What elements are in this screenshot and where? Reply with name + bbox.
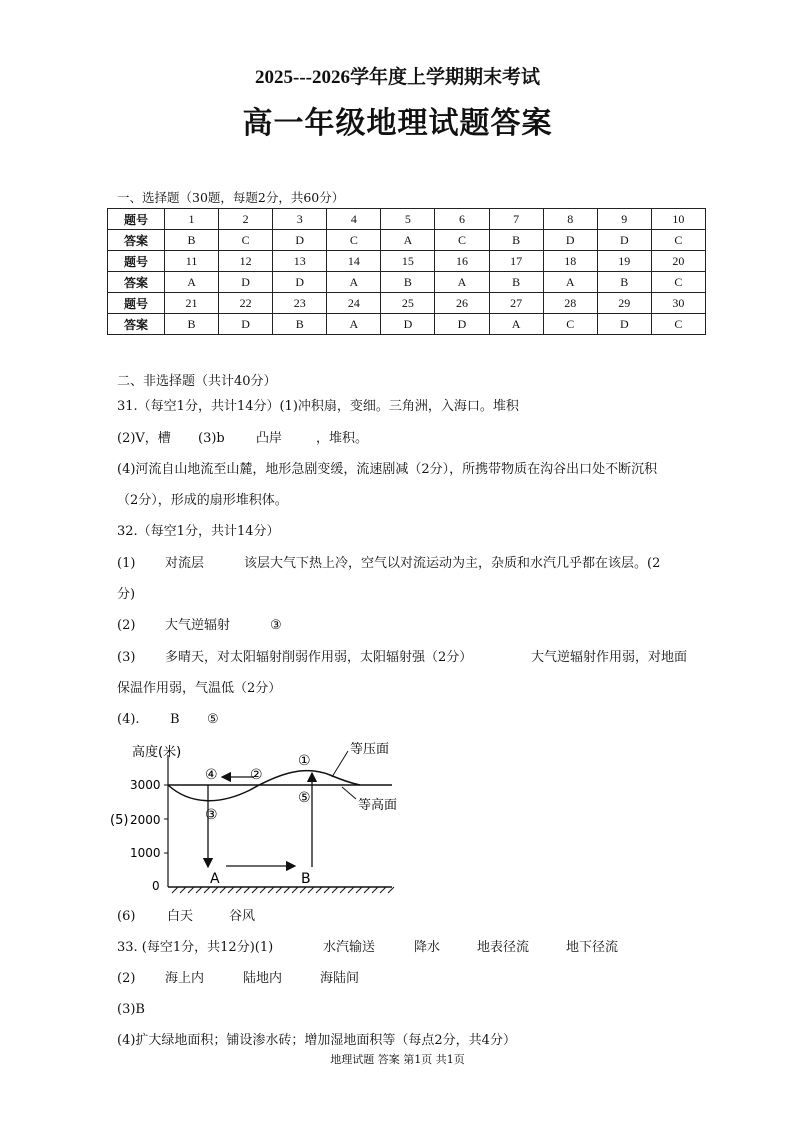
answer-label: 答案 (108, 230, 165, 251)
answer-cell: D (597, 314, 651, 335)
q31-line2a: (2)V，槽 (117, 431, 171, 446)
exam-title: 2025---2026学年度上学期期末考试 (255, 67, 540, 88)
question-number-cell: 12 (219, 251, 273, 272)
question-number-cell: 29 (597, 293, 651, 314)
q33-p2-item-3: 海陆间 (320, 971, 360, 986)
y-tick-1000: 1000 (130, 846, 161, 860)
answer-cell: A (435, 272, 489, 293)
answer-cell: D (219, 314, 273, 335)
q32-p3-b: 大气逆辐射作用弱，对地面 (531, 650, 688, 665)
answer-label: 答案 (108, 314, 165, 335)
answer-cell: D (273, 230, 327, 251)
question-number-cell: 18 (543, 251, 597, 272)
question-number-cell: 24 (327, 293, 381, 314)
question-number-cell: 27 (489, 293, 543, 314)
q32-p6-a: 白天 (167, 909, 194, 924)
q31-line2c: 凸岸 (256, 431, 283, 446)
answer-label: 答案 (108, 272, 165, 293)
q33-p1-item-3: 地表径流 (477, 940, 530, 955)
ground-hatching (172, 887, 394, 893)
q33-p3: (3)B (117, 1002, 145, 1017)
question-number-cell: 5 (381, 209, 435, 230)
q33-p1-item-1: 水汽输送 (323, 940, 376, 955)
answer-cell: C (651, 272, 705, 293)
q32-p4-answer: B (170, 712, 180, 727)
question-number-label: 题号 (108, 209, 165, 230)
question-number-row (108, 293, 706, 314)
question-number-cell: 8 (543, 209, 597, 230)
question-number-cell: 13 (273, 251, 327, 272)
answer-table (107, 208, 706, 335)
q31-line3: (4)河流自山地流至山麓，地形急剧变缓，流速剧减（2分），所携带物质在沟谷出口处不断沉积 (117, 462, 658, 477)
q31-line2b: (3)b (198, 431, 225, 446)
question-number-cell: 14 (327, 251, 381, 272)
question-number-cell: 30 (651, 293, 705, 314)
q32-p3-num: (3) (117, 650, 136, 665)
answer-cell: D (219, 272, 273, 293)
answer-cell: A (327, 314, 381, 335)
q32-p6-num: (6) (117, 909, 136, 924)
y-tick-0: 0 (152, 879, 160, 893)
answer-cell: C (435, 230, 489, 251)
pressure-diagram (110, 735, 410, 895)
answer-cell: C (543, 314, 597, 335)
question-number-cell: 20 (651, 251, 705, 272)
question-number-cell: 25 (381, 293, 435, 314)
question-number-cell: 7 (489, 209, 543, 230)
answer-cell: B (597, 272, 651, 293)
isobar-label: 等压面 (350, 742, 390, 757)
isoheight-leader (342, 787, 356, 799)
q32-head: 32.（每空1分，共计14分） (117, 524, 280, 539)
answer-cell: A (543, 272, 597, 293)
point-3: ③ (205, 807, 218, 823)
answer-cell: D (435, 314, 489, 335)
page-footer: 地理试题 答案 第1页 共1页 (330, 1053, 465, 1066)
q32-p5-num: (5) (110, 813, 129, 828)
q32-p6-b: 谷风 (229, 909, 256, 924)
answer-cell: B (489, 230, 543, 251)
q32-p2-symbol: ③ (270, 618, 282, 633)
q32-p3-a: 多晴天，对太阳辐射削弱作用弱，太阳辐射强（2分） (165, 650, 473, 665)
question-number-cell: 9 (597, 209, 651, 230)
answer-cell: B (273, 314, 327, 335)
question-number-cell: 17 (489, 251, 543, 272)
q32-p1-reason: 该层大气下热上冷，空气以对流运动为主，杂质和水汽几乎都在该层。(2 (244, 556, 661, 571)
question-number-row (108, 251, 706, 272)
answer-row (108, 230, 706, 251)
question-number-cell: 22 (219, 293, 273, 314)
answer-row (108, 314, 706, 335)
answer-cell: C (219, 230, 273, 251)
q31-line1: 31.（每空1分，共计14分）(1)冲积扇，变细。三角洲，入海口。堆积 (117, 399, 519, 414)
answer-cell: D (273, 272, 327, 293)
ground-label-a: A (210, 871, 220, 887)
q32-p3-c: 保温作用弱，气温低（2分） (117, 681, 282, 696)
isobar-leader (332, 751, 348, 777)
q33-p2-item-1: 海上内 (165, 971, 205, 986)
question-number-row (108, 209, 706, 230)
q33-p4: (4)扩大绿地面积；铺设渗水砖；增加湿地面积等（每点2分，共4分） (117, 1033, 516, 1048)
q33-p2-num: (2) (117, 971, 136, 986)
q32-p2-num: (2) (117, 618, 136, 633)
answer-cell: A (489, 314, 543, 335)
y-tick-2000: 2000 (130, 813, 161, 827)
question-number-cell: 26 (435, 293, 489, 314)
q32-p1-num: (1) (117, 556, 136, 571)
answer-cell: C (651, 314, 705, 335)
answer-cell: D (543, 230, 597, 251)
point-5: ⑤ (298, 790, 311, 806)
answer-cell: C (651, 230, 705, 251)
question-number-cell: 15 (381, 251, 435, 272)
answer-cell: B (165, 314, 219, 335)
question-number-cell: 6 (435, 209, 489, 230)
question-number-cell: 19 (597, 251, 651, 272)
question-number-cell: 10 (651, 209, 705, 230)
q32-p4-num: (4). (117, 712, 140, 727)
q31-line4: （2分），形成的扇形堆积体。 (117, 493, 288, 508)
y-axis-label: 高度(米) (132, 745, 182, 760)
question-number-label: 题号 (108, 251, 165, 272)
answer-cell: D (597, 230, 651, 251)
answer-cell: B (489, 272, 543, 293)
q32-p4-symbol: ⑤ (207, 712, 219, 727)
point-4: ④ (205, 767, 218, 783)
q32-p1-answer: 对流层 (165, 556, 205, 571)
answer-cell: A (165, 272, 219, 293)
q32-p1-tail: 分) (117, 587, 136, 602)
ground-label-b: B (301, 871, 311, 887)
question-number-cell: 21 (165, 293, 219, 314)
answer-cell: B (381, 272, 435, 293)
question-number-cell: 11 (165, 251, 219, 272)
q31-line2d: ，堆积。 (316, 431, 369, 446)
question-number-cell: 3 (273, 209, 327, 230)
answer-cell: C (327, 230, 381, 251)
q33-p1-item-2: 降水 (414, 940, 441, 955)
answer-cell: D (381, 314, 435, 335)
question-number-cell: 1 (165, 209, 219, 230)
q32-p2-answer: 大气逆辐射 (165, 618, 231, 633)
q33-p2-item-2: 陆地内 (243, 971, 283, 986)
section1-heading: 一、选择题（30题，每题2分，共60分） (117, 190, 345, 205)
question-number-cell: 4 (327, 209, 381, 230)
answer-cell: A (327, 272, 381, 293)
point-1: ① (298, 753, 311, 769)
subject-title: 高一年级地理试题答案 (242, 106, 553, 141)
isoheight-label: 等高面 (358, 798, 398, 813)
y-tick-3000: 3000 (130, 778, 161, 792)
answer-cell: B (165, 230, 219, 251)
question-number-label: 题号 (108, 293, 165, 314)
question-number-cell: 2 (219, 209, 273, 230)
q33-p1-item-4: 地下径流 (566, 940, 619, 955)
question-number-cell: 16 (435, 251, 489, 272)
question-number-cell: 23 (273, 293, 327, 314)
point-2: ② (250, 767, 263, 783)
q33-head: 33. (每空1分，共12分)(1) (117, 940, 274, 955)
question-number-cell: 28 (543, 293, 597, 314)
section2-heading: 二、非选择题（共计40分） (117, 374, 277, 389)
answer-cell: A (381, 230, 435, 251)
answer-row (108, 272, 706, 293)
